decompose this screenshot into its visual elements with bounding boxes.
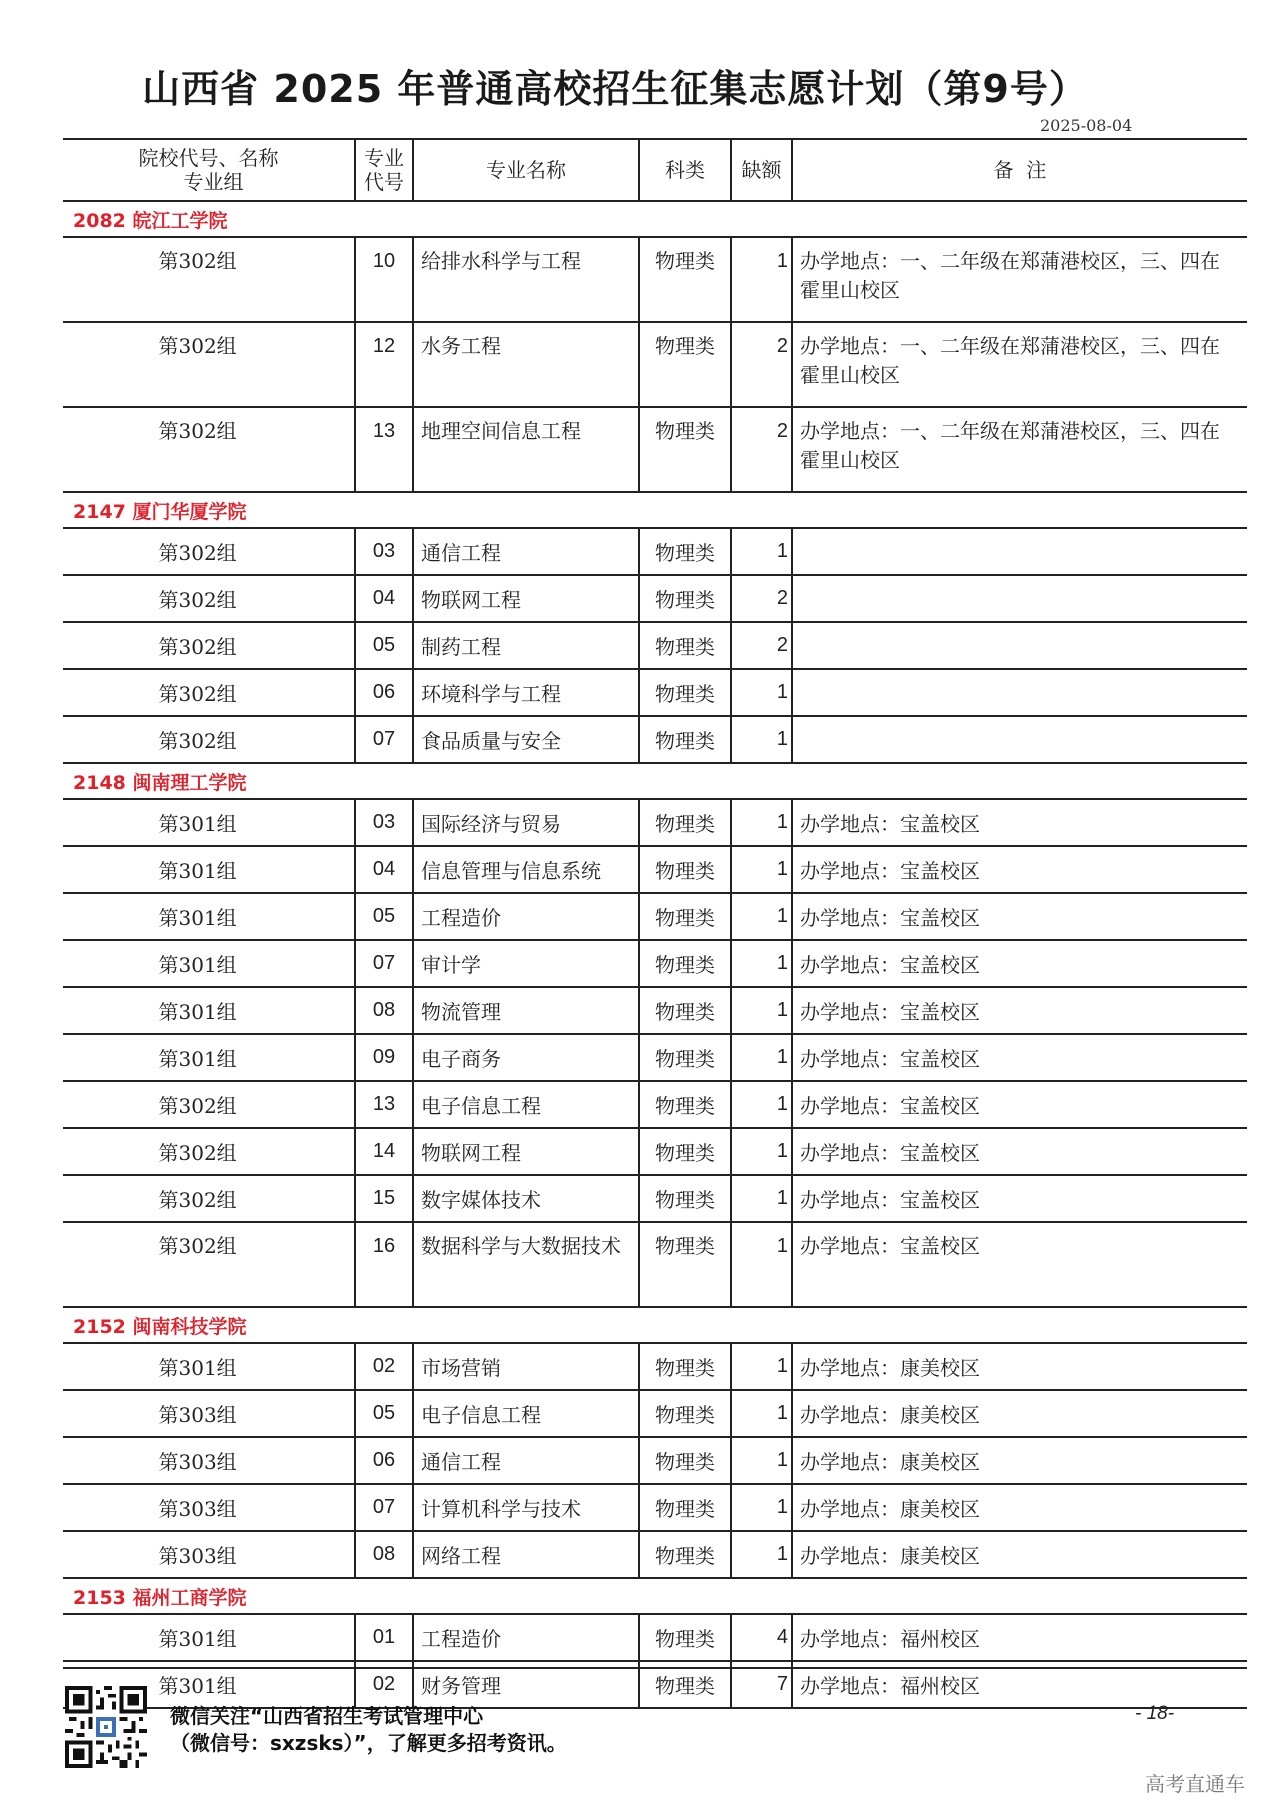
qr-code-icon <box>65 1686 147 1768</box>
major-name: 工程造价 <box>413 893 639 940</box>
major-name: 信息管理与信息系统 <box>413 846 639 893</box>
category: 物理类 <box>639 716 731 763</box>
table-row <box>63 528 1247 575</box>
vacancy: 2 <box>731 622 792 669</box>
category: 物理类 <box>639 1343 731 1390</box>
category: 物理类 <box>639 528 731 575</box>
major-name: 物联网工程 <box>413 575 639 622</box>
group-cell <box>63 575 355 622</box>
group-cell <box>63 846 355 893</box>
group-label: 第302组 <box>158 1094 237 1118</box>
note: 办学地点：宝盖校区 <box>792 799 1247 846</box>
major-code: 10 <box>355 237 413 322</box>
note: 办学地点：一、二年级在郑蒲港校区，三、四在霍里山校区 <box>792 237 1247 322</box>
major-name: 食品质量与安全 <box>413 716 639 763</box>
wechat-promo-line2: （微信号：sxzsks）”，了解更多招考资讯。 <box>170 1731 567 1755</box>
table-row <box>63 622 1247 669</box>
group-cell <box>63 237 355 322</box>
note: 办学地点：康美校区 <box>792 1390 1247 1437</box>
category: 物理类 <box>639 893 731 940</box>
group-label: 第301组 <box>158 953 237 977</box>
major-code: 06 <box>355 1437 413 1484</box>
note <box>792 528 1247 575</box>
table-row <box>63 1614 1247 1661</box>
major-name: 财务管理 <box>413 1661 639 1708</box>
header-notes: 备 注 <box>792 139 1247 201</box>
category: 物理类 <box>639 1437 731 1484</box>
table-row <box>63 237 1247 322</box>
major-code: 02 <box>355 1661 413 1708</box>
group-cell <box>63 1531 355 1578</box>
category: 物理类 <box>639 407 731 492</box>
header-category: 科类 <box>639 139 731 201</box>
table-row <box>63 322 1247 407</box>
group-label: 第301组 <box>158 906 237 930</box>
major-code: 07 <box>355 1484 413 1531</box>
major-name: 电子信息工程 <box>413 1081 639 1128</box>
group-label: 第302组 <box>158 541 237 565</box>
header-code-line1: 专业 <box>364 146 404 170</box>
group-label: 第302组 <box>158 588 237 612</box>
vacancy: 1 <box>731 1034 792 1081</box>
group-cell <box>63 1614 355 1661</box>
major-name: 物流管理 <box>413 987 639 1034</box>
category: 物理类 <box>639 846 731 893</box>
note: 办学地点：福州校区 <box>792 1661 1247 1708</box>
vacancy: 1 <box>731 1390 792 1437</box>
school-name: 2147 厦门华厦学院 <box>63 492 1247 528</box>
category: 物理类 <box>639 1128 731 1175</box>
group-label: 第302组 <box>158 729 237 753</box>
category: 物理类 <box>639 1034 731 1081</box>
note: 办学地点：宝盖校区 <box>792 940 1247 987</box>
group-label: 第301组 <box>158 1627 237 1651</box>
table-row <box>63 1390 1247 1437</box>
school-header-row <box>63 201 1247 237</box>
note: 办学地点：福州校区 <box>792 1614 1247 1661</box>
vacancy: 1 <box>731 1343 792 1390</box>
major-code: 13 <box>355 407 413 492</box>
group-label: 第303组 <box>158 1403 237 1427</box>
footer-divider <box>63 1667 1247 1669</box>
note: 办学地点：宝盖校区 <box>792 1222 1247 1307</box>
group-label: 第301组 <box>158 1674 237 1698</box>
category: 物理类 <box>639 1390 731 1437</box>
group-label: 第303组 <box>158 1450 237 1474</box>
major-code: 12 <box>355 322 413 407</box>
note: 办学地点：宝盖校区 <box>792 1081 1247 1128</box>
table-row <box>63 1081 1247 1128</box>
table-row <box>63 1437 1247 1484</box>
vacancy: 1 <box>731 1484 792 1531</box>
school-name: 2148 闽南理工学院 <box>63 763 1247 799</box>
major-code: 03 <box>355 528 413 575</box>
group-label: 第301组 <box>158 1047 237 1071</box>
header-major-code <box>355 139 413 201</box>
header-school-group <box>63 139 355 201</box>
group-label: 第302组 <box>158 419 237 443</box>
school-header-row <box>63 1307 1247 1343</box>
major-name: 网络工程 <box>413 1531 639 1578</box>
group-cell <box>63 1128 355 1175</box>
table-row <box>63 1128 1247 1175</box>
group-label: 第302组 <box>158 249 237 273</box>
table-row <box>63 1034 1247 1081</box>
vacancy: 1 <box>731 799 792 846</box>
table-row <box>63 1343 1247 1390</box>
category: 物理类 <box>639 940 731 987</box>
category: 物理类 <box>639 1614 731 1661</box>
enrollment-plan-table <box>63 138 1247 1709</box>
major-code: 05 <box>355 622 413 669</box>
major-name: 工程造价 <box>413 1614 639 1661</box>
group-label: 第302组 <box>158 635 237 659</box>
table-row <box>63 1484 1247 1531</box>
group-cell <box>63 622 355 669</box>
vacancy: 7 <box>731 1661 792 1708</box>
group-cell <box>63 1222 355 1307</box>
note <box>792 622 1247 669</box>
vacancy: 1 <box>731 716 792 763</box>
group-cell <box>63 1034 355 1081</box>
header-major-name: 专业名称 <box>413 139 639 201</box>
group-label: 第301组 <box>158 812 237 836</box>
school-name: 2152 闽南科技学院 <box>63 1307 1247 1343</box>
group-cell <box>63 716 355 763</box>
group-label: 第301组 <box>158 1356 237 1380</box>
major-name: 国际经济与贸易 <box>413 799 639 846</box>
major-code: 15 <box>355 1175 413 1222</box>
major-code: 08 <box>355 987 413 1034</box>
major-code: 14 <box>355 1128 413 1175</box>
category: 物理类 <box>639 799 731 846</box>
group-cell <box>63 893 355 940</box>
note: 办学地点：康美校区 <box>792 1531 1247 1578</box>
note: 办学地点：康美校区 <box>792 1484 1247 1531</box>
school-header-row <box>63 492 1247 528</box>
vacancy: 1 <box>731 987 792 1034</box>
group-cell <box>63 322 355 407</box>
group-label: 第302组 <box>158 334 237 358</box>
major-code: 06 <box>355 669 413 716</box>
header-code-line2: 代号 <box>364 170 404 194</box>
vacancy: 2 <box>731 575 792 622</box>
table-row <box>63 575 1247 622</box>
category: 物理类 <box>639 237 731 322</box>
major-code: 04 <box>355 846 413 893</box>
vacancy: 1 <box>731 893 792 940</box>
group-label: 第301组 <box>158 1000 237 1024</box>
major-code: 05 <box>355 893 413 940</box>
major-name: 环境科学与工程 <box>413 669 639 716</box>
group-cell <box>63 1390 355 1437</box>
major-code: 01 <box>355 1614 413 1661</box>
school-header-row <box>63 763 1247 799</box>
major-name: 地理空间信息工程 <box>413 407 639 492</box>
note: 办学地点：康美校区 <box>792 1437 1247 1484</box>
category: 物理类 <box>639 1661 731 1708</box>
note: 办学地点：宝盖校区 <box>792 893 1247 940</box>
table-row <box>63 893 1247 940</box>
major-name: 通信工程 <box>413 1437 639 1484</box>
major-name: 审计学 <box>413 940 639 987</box>
major-name: 数字媒体技术 <box>413 1175 639 1222</box>
table-row <box>63 799 1247 846</box>
major-code: 07 <box>355 940 413 987</box>
group-cell <box>63 1175 355 1222</box>
major-name: 市场营销 <box>413 1343 639 1390</box>
group-label: 第302组 <box>158 1141 237 1165</box>
category: 物理类 <box>639 575 731 622</box>
category: 物理类 <box>639 1222 731 1307</box>
note: 办学地点：康美校区 <box>792 1343 1247 1390</box>
group-cell <box>63 987 355 1034</box>
major-code: 05 <box>355 1390 413 1437</box>
page-title: 山西省 2025 年普通高校招生征集志愿计划（第9号） <box>142 67 1088 111</box>
table-row <box>63 669 1247 716</box>
vacancy: 1 <box>731 237 792 322</box>
note: 办学地点：一、二年级在郑蒲港校区，三、四在霍里山校区 <box>792 322 1247 407</box>
major-code: 16 <box>355 1222 413 1307</box>
vacancy: 1 <box>731 1531 792 1578</box>
category: 物理类 <box>639 322 731 407</box>
wechat-promo-line1: 微信关注“山西省招生考试管理中心 <box>170 1704 484 1728</box>
vacancy: 1 <box>731 1175 792 1222</box>
note: 办学地点：宝盖校区 <box>792 1034 1247 1081</box>
major-code: 08 <box>355 1531 413 1578</box>
major-name: 水务工程 <box>413 322 639 407</box>
table-row <box>63 1175 1247 1222</box>
table-row <box>63 940 1247 987</box>
school-header-row <box>63 1578 1247 1614</box>
group-label: 第303组 <box>158 1544 237 1568</box>
major-name: 电子商务 <box>413 1034 639 1081</box>
vacancy: 1 <box>731 1081 792 1128</box>
page-number: - 18- <box>1135 1703 1175 1724</box>
vacancy: 1 <box>731 846 792 893</box>
category: 物理类 <box>639 1531 731 1578</box>
group-label: 第302组 <box>158 1188 237 1212</box>
category: 物理类 <box>639 622 731 669</box>
major-name: 物联网工程 <box>413 1128 639 1175</box>
group-cell <box>63 1437 355 1484</box>
vacancy: 1 <box>731 1437 792 1484</box>
category: 物理类 <box>639 1081 731 1128</box>
major-code: 04 <box>355 575 413 622</box>
vacancy: 1 <box>731 669 792 716</box>
note: 办学地点：宝盖校区 <box>792 1175 1247 1222</box>
major-name: 计算机科学与技术 <box>413 1484 639 1531</box>
group-label: 第302组 <box>158 682 237 706</box>
vacancy: 2 <box>731 407 792 492</box>
table-row <box>63 1222 1247 1307</box>
group-label: 第302组 <box>158 1234 237 1258</box>
group-cell <box>63 940 355 987</box>
category: 物理类 <box>639 1484 731 1531</box>
school-name: 2082 皖江工学院 <box>63 201 1247 237</box>
header-school-line1: 院校代号、名称 <box>138 146 279 170</box>
major-name: 制药工程 <box>413 622 639 669</box>
group-cell <box>63 1484 355 1531</box>
major-code: 13 <box>355 1081 413 1128</box>
category: 物理类 <box>639 987 731 1034</box>
major-name: 给排水科学与工程 <box>413 237 639 322</box>
vacancy: 1 <box>731 1222 792 1307</box>
group-label: 第301组 <box>158 859 237 883</box>
publish-date: 2025-08-04 <box>1040 116 1133 135</box>
group-label: 第303组 <box>158 1497 237 1521</box>
header-school-line2: 专业组 <box>183 170 244 194</box>
group-cell <box>63 1081 355 1128</box>
table-row <box>63 846 1247 893</box>
note: 办学地点：宝盖校区 <box>792 987 1247 1034</box>
major-code: 07 <box>355 716 413 763</box>
note: 办学地点：宝盖校区 <box>792 1128 1247 1175</box>
vacancy: 1 <box>731 940 792 987</box>
note <box>792 669 1247 716</box>
table-row <box>63 716 1247 763</box>
vacancy: 1 <box>731 528 792 575</box>
note: 办学地点：宝盖校区 <box>792 846 1247 893</box>
category: 物理类 <box>639 669 731 716</box>
major-name: 电子信息工程 <box>413 1390 639 1437</box>
watermark: 高考直通车 <box>1145 1772 1245 1796</box>
category: 物理类 <box>639 1175 731 1222</box>
note <box>792 575 1247 622</box>
group-cell <box>63 1343 355 1390</box>
major-name: 数据科学与大数据技术 <box>413 1222 639 1307</box>
school-name: 2153 福州工商学院 <box>63 1578 1247 1614</box>
note <box>792 716 1247 763</box>
table-row <box>63 1531 1247 1578</box>
group-cell <box>63 669 355 716</box>
table-row <box>63 987 1247 1034</box>
vacancy: 1 <box>731 1128 792 1175</box>
note: 办学地点：一、二年级在郑蒲港校区，三、四在霍里山校区 <box>792 407 1247 492</box>
group-cell <box>63 528 355 575</box>
vacancy: 4 <box>731 1614 792 1661</box>
major-name: 通信工程 <box>413 528 639 575</box>
group-cell <box>63 407 355 492</box>
header-vacancy: 缺额 <box>731 139 792 201</box>
table-body <box>63 201 1247 1708</box>
table-row <box>63 407 1247 492</box>
vacancy: 2 <box>731 322 792 407</box>
table-header-row <box>63 139 1247 201</box>
major-code: 09 <box>355 1034 413 1081</box>
group-cell <box>63 799 355 846</box>
major-code: 03 <box>355 799 413 846</box>
major-code: 02 <box>355 1343 413 1390</box>
